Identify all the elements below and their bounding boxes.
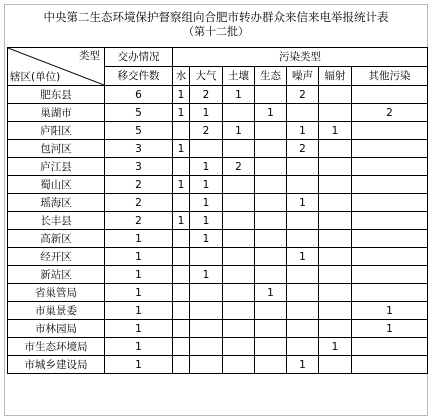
water-cell: 1	[173, 86, 190, 104]
radiation-cell	[319, 266, 352, 284]
count-cell: 5	[105, 122, 173, 140]
document-title: 中央第二生态环境保护督察组向合肥市转办群众来信来电举报统计表	[43, 10, 389, 24]
noise-cell: 2	[287, 140, 319, 158]
other-cell	[352, 284, 428, 302]
table-row	[8, 230, 428, 248]
other-cell: 1	[352, 302, 428, 320]
district-cell: 肥东县	[8, 86, 105, 104]
ecology-cell	[255, 266, 287, 284]
noise-cell: 2	[287, 86, 319, 104]
other-cell	[352, 338, 428, 356]
count-cell: 1	[105, 266, 173, 284]
water-cell	[173, 320, 190, 338]
table-row	[8, 338, 428, 356]
air-cell: 1	[190, 104, 223, 122]
ecology-cell	[255, 212, 287, 230]
district-cell: 市城乡建设局	[8, 356, 105, 374]
header-row-1	[8, 48, 428, 67]
water-cell	[173, 356, 190, 374]
other-cell	[352, 248, 428, 266]
count-cell: 1	[105, 230, 173, 248]
water-cell: 1	[173, 140, 190, 158]
district-cell: 新站区	[8, 266, 105, 284]
soil-cell	[223, 320, 255, 338]
noise-cell	[287, 230, 319, 248]
district-cell: 庐阳区	[8, 122, 105, 140]
soil-cell	[223, 212, 255, 230]
air-cell	[190, 248, 223, 266]
count-cell: 1	[105, 248, 173, 266]
other-cell	[352, 266, 428, 284]
ecology-cell	[255, 194, 287, 212]
table-row	[8, 86, 428, 104]
noise-cell	[287, 302, 319, 320]
soil-cell	[223, 266, 255, 284]
district-cell: 市生态环境局	[8, 338, 105, 356]
district-cell: 高新区	[8, 230, 105, 248]
air-cell	[190, 284, 223, 302]
table-row	[8, 212, 428, 230]
noise-cell	[287, 266, 319, 284]
radiation-cell	[319, 158, 352, 176]
table-row	[8, 266, 428, 284]
air-cell	[190, 140, 223, 158]
radiation-cell	[319, 176, 352, 194]
district-cell: 巢湖市	[8, 104, 105, 122]
table-row	[8, 194, 428, 212]
type-header-air: 大气	[190, 67, 223, 86]
soil-cell	[223, 104, 255, 122]
table-row	[8, 284, 428, 302]
radiation-cell	[319, 356, 352, 374]
soil-cell	[223, 176, 255, 194]
statistics-table	[7, 47, 428, 374]
radiation-cell	[319, 104, 352, 122]
noise-cell: 1	[287, 248, 319, 266]
district-cell: 经开区	[8, 248, 105, 266]
noise-cell	[287, 104, 319, 122]
soil-cell	[223, 338, 255, 356]
other-cell	[352, 122, 428, 140]
other-cell: 2	[352, 104, 428, 122]
radiation-cell	[319, 212, 352, 230]
noise-cell	[287, 320, 319, 338]
ecology-cell	[255, 176, 287, 194]
table-row	[8, 248, 428, 266]
radiation-cell	[319, 248, 352, 266]
other-cell	[352, 140, 428, 158]
air-cell: 1	[190, 158, 223, 176]
air-cell: 1	[190, 230, 223, 248]
other-cell	[352, 158, 428, 176]
soil-cell	[223, 140, 255, 158]
radiation-cell: 1	[319, 122, 352, 140]
table-row	[8, 320, 428, 338]
air-cell	[190, 320, 223, 338]
water-cell: 1	[173, 212, 190, 230]
ecology-cell	[255, 158, 287, 176]
count-cell: 2	[105, 176, 173, 194]
soil-cell	[223, 302, 255, 320]
soil-cell	[223, 230, 255, 248]
corner-bottom-label: 辖区(单位)	[10, 71, 61, 83]
count-cell: 1	[105, 320, 173, 338]
other-cell	[352, 176, 428, 194]
district-cell: 省巢管局	[8, 284, 105, 302]
water-cell	[173, 302, 190, 320]
type-header-noise: 噪声	[287, 67, 319, 86]
district-cell: 包河区	[8, 140, 105, 158]
other-cell	[352, 212, 428, 230]
ecology-cell	[255, 140, 287, 158]
water-cell	[173, 248, 190, 266]
count-cell: 3	[105, 140, 173, 158]
count-cell: 6	[105, 86, 173, 104]
count-cell: 5	[105, 104, 173, 122]
count-cell: 1	[105, 284, 173, 302]
soil-cell: 2	[223, 158, 255, 176]
district-cell: 市巢景委	[8, 302, 105, 320]
air-cell: 1	[190, 266, 223, 284]
noise-cell	[287, 338, 319, 356]
radiation-cell	[319, 86, 352, 104]
table-row	[8, 158, 428, 176]
assigned-group-header: 交办情况	[105, 48, 173, 67]
district-cell: 长丰县	[8, 212, 105, 230]
table-row	[8, 122, 428, 140]
table-row	[8, 104, 428, 122]
air-cell: 1	[190, 212, 223, 230]
document-subtitle: （第十二批）	[183, 25, 249, 38]
radiation-cell: 1	[319, 338, 352, 356]
radiation-cell	[319, 320, 352, 338]
ecology-cell	[255, 230, 287, 248]
air-cell: 1	[190, 176, 223, 194]
water-cell	[173, 266, 190, 284]
table-row	[8, 356, 428, 374]
district-cell: 庐江县	[8, 158, 105, 176]
radiation-cell	[319, 194, 352, 212]
count-cell: 2	[105, 194, 173, 212]
air-cell: 2	[190, 86, 223, 104]
noise-cell	[287, 158, 319, 176]
noise-cell: 1	[287, 122, 319, 140]
district-cell: 瑶海区	[8, 194, 105, 212]
count-cell: 3	[105, 158, 173, 176]
soil-cell	[223, 356, 255, 374]
ecology-cell	[255, 248, 287, 266]
ecology-cell	[255, 86, 287, 104]
water-cell: 1	[173, 176, 190, 194]
assigned-count-header: 移交件数	[105, 67, 173, 86]
corner-header-cell	[8, 48, 105, 86]
other-cell	[352, 86, 428, 104]
district-cell: 蜀山区	[8, 176, 105, 194]
air-cell: 2	[190, 122, 223, 140]
type-header-radiation: 辐射	[319, 67, 352, 86]
ecology-cell: 1	[255, 104, 287, 122]
air-cell	[190, 302, 223, 320]
soil-cell: 1	[223, 122, 255, 140]
water-cell	[173, 230, 190, 248]
ecology-cell	[255, 356, 287, 374]
ecology-cell	[255, 302, 287, 320]
ecology-cell	[255, 122, 287, 140]
type-header-soil: 土壤	[223, 67, 255, 86]
table-row	[8, 176, 428, 194]
other-cell	[352, 356, 428, 374]
water-cell	[173, 338, 190, 356]
air-cell	[190, 338, 223, 356]
other-cell	[352, 230, 428, 248]
radiation-cell	[319, 230, 352, 248]
radiation-cell	[319, 302, 352, 320]
water-cell	[173, 122, 190, 140]
type-header-water: 水	[173, 67, 190, 86]
air-cell: 1	[190, 194, 223, 212]
type-header-ecology: 生态	[255, 67, 287, 86]
corner-top-label: 类型	[79, 50, 100, 62]
table-row	[8, 140, 428, 158]
water-cell	[173, 194, 190, 212]
water-cell: 1	[173, 104, 190, 122]
table-row	[8, 302, 428, 320]
water-cell	[173, 284, 190, 302]
air-cell	[190, 356, 223, 374]
pollution-group-header: 污染类型	[173, 48, 428, 67]
water-cell	[173, 158, 190, 176]
count-cell: 2	[105, 212, 173, 230]
soil-cell: 1	[223, 86, 255, 104]
radiation-cell	[319, 140, 352, 158]
ecology-cell	[255, 338, 287, 356]
soil-cell	[223, 194, 255, 212]
soil-cell	[223, 284, 255, 302]
soil-cell	[223, 248, 255, 266]
noise-cell	[287, 212, 319, 230]
radiation-cell	[319, 284, 352, 302]
noise-cell	[287, 176, 319, 194]
noise-cell: 1	[287, 356, 319, 374]
ecology-cell: 1	[255, 284, 287, 302]
count-cell: 1	[105, 356, 173, 374]
count-cell: 1	[105, 302, 173, 320]
ecology-cell	[255, 320, 287, 338]
count-cell: 1	[105, 338, 173, 356]
district-cell: 市林园局	[8, 320, 105, 338]
other-cell	[352, 194, 428, 212]
type-header-other: 其他污染	[352, 67, 428, 86]
other-cell: 1	[352, 320, 428, 338]
noise-cell: 1	[287, 194, 319, 212]
noise-cell	[287, 284, 319, 302]
